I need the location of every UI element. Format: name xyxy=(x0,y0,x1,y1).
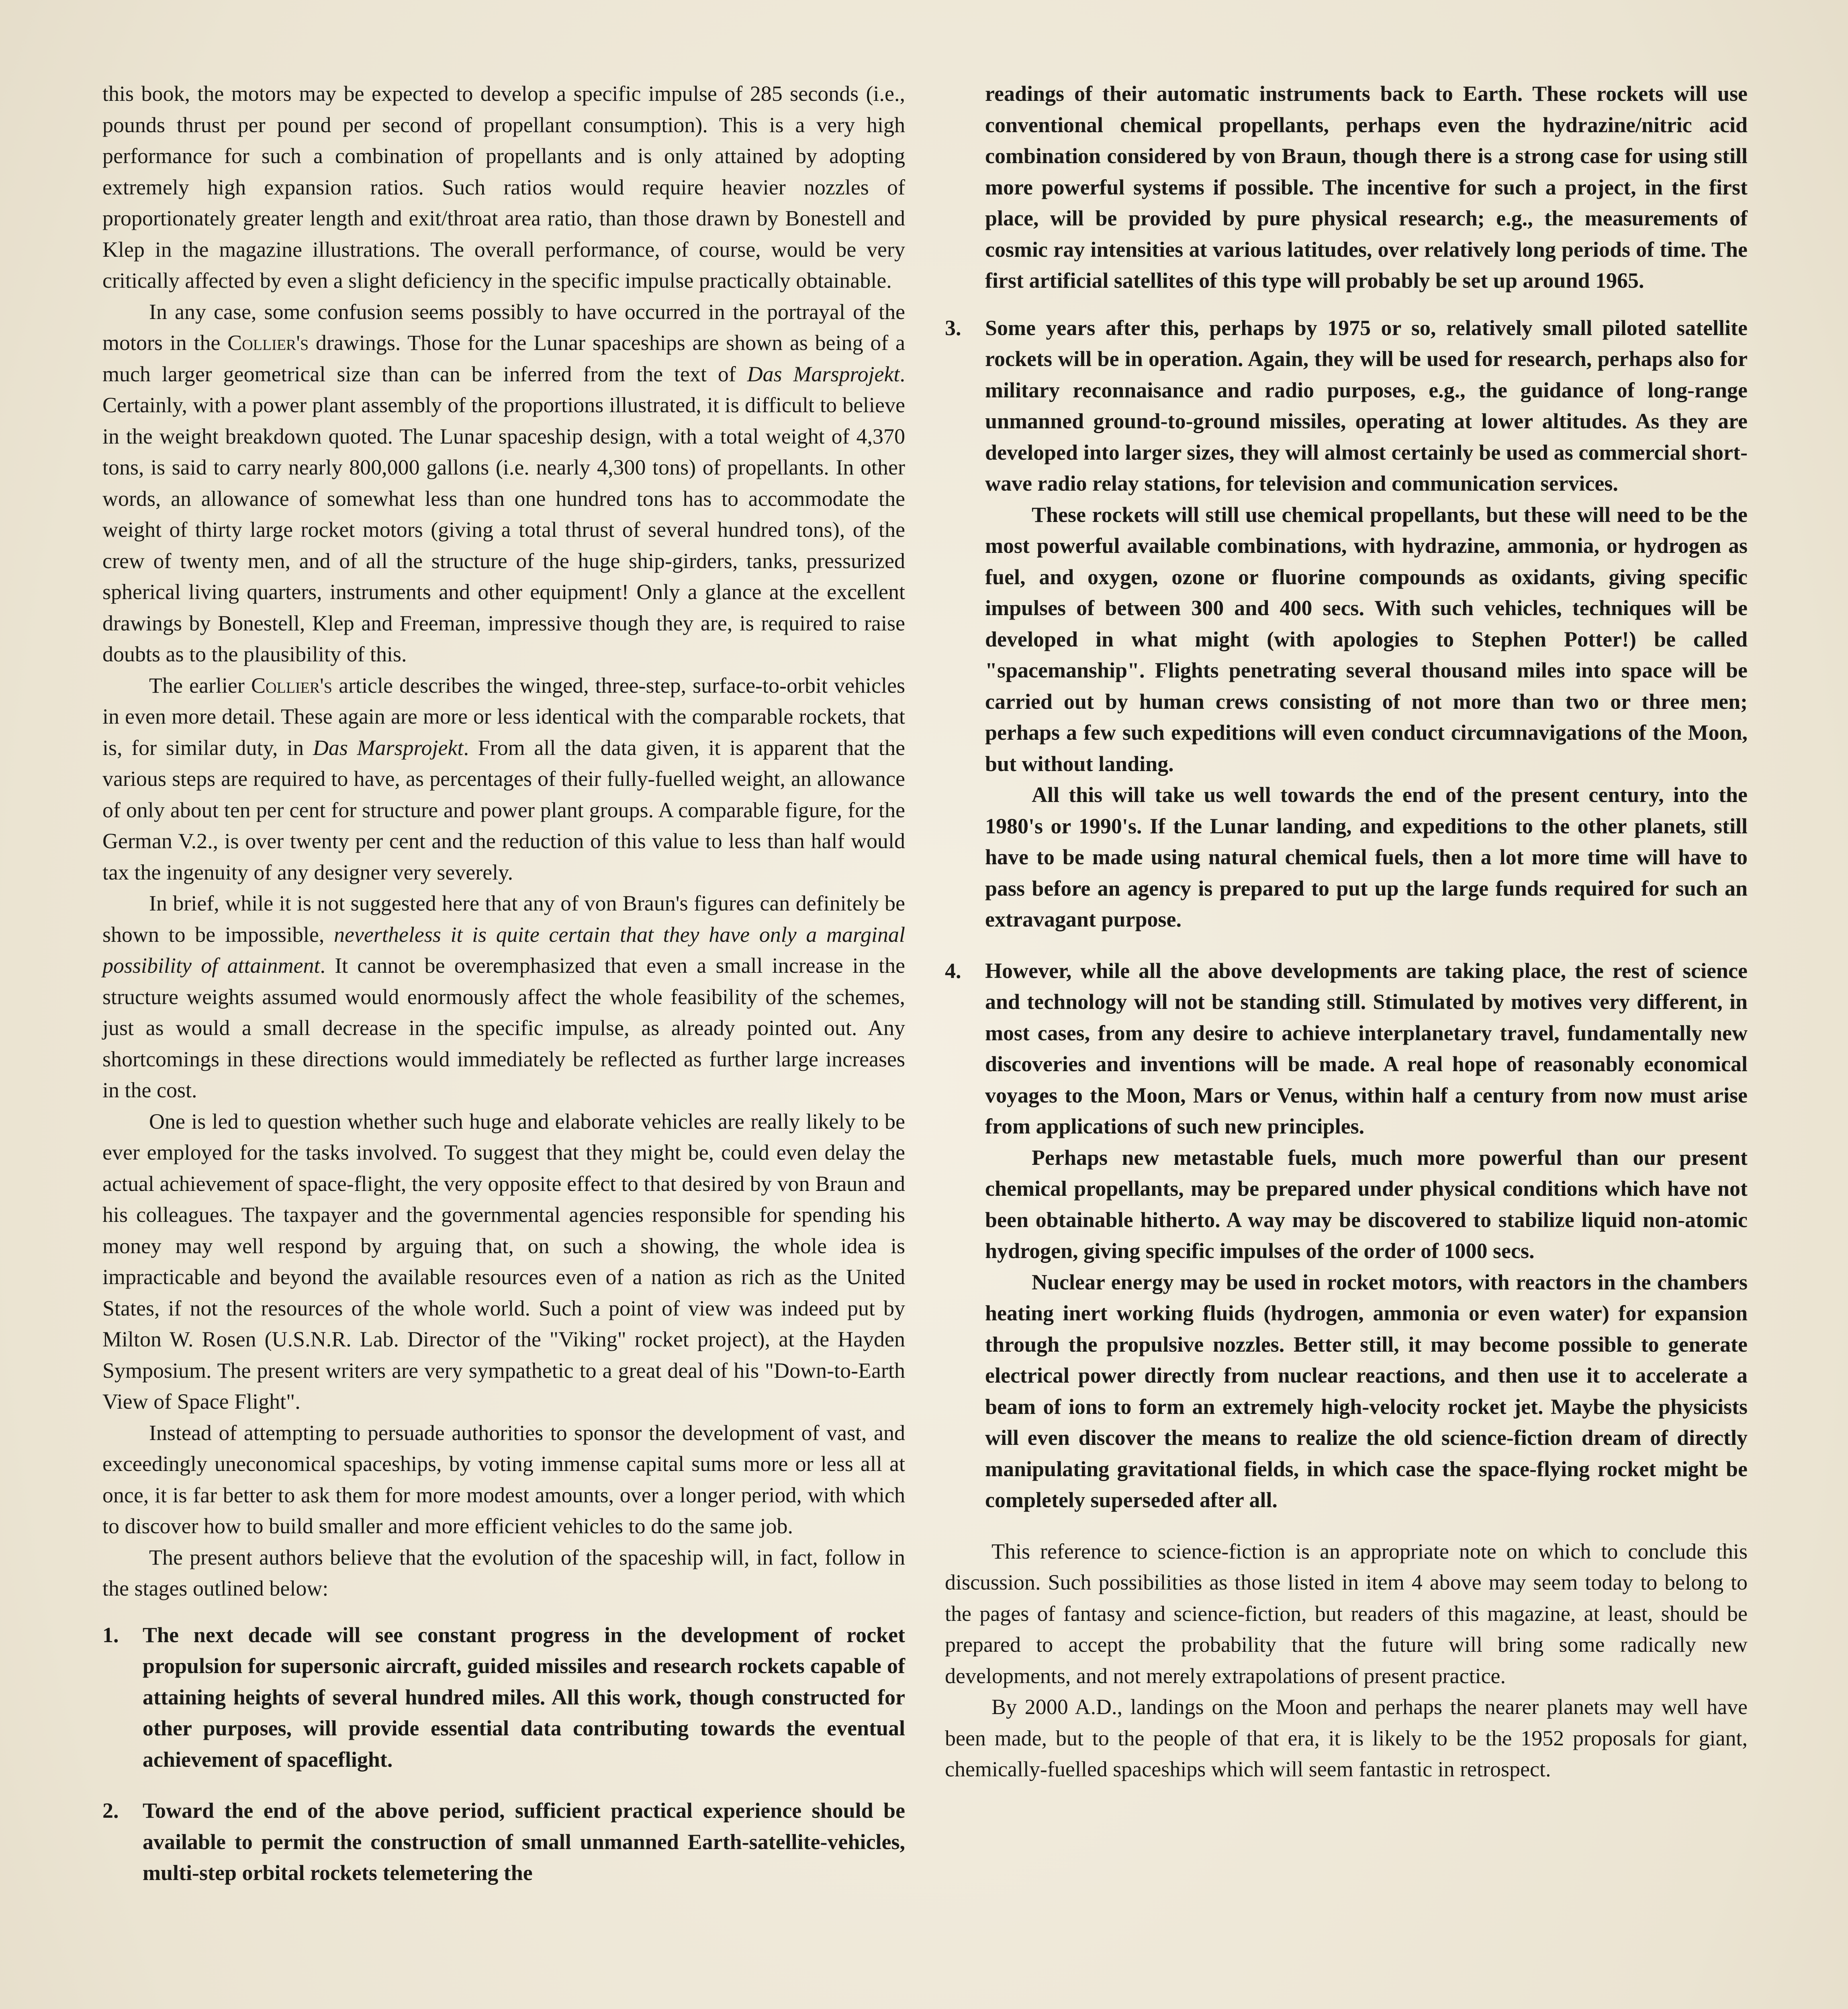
small-caps-text: Collier's xyxy=(251,673,332,698)
text-run: article describes the winged, three-step, surface-to-orbit vehicles in even more detail. These again are more or less identical with the comparable rockets, that is, for similar duty, in xyxy=(102,673,906,760)
stages-list-continued xyxy=(945,313,1748,1516)
italic-emphasis: nevertheless it is quite certain that they have only a marginal possibility of attainment xyxy=(102,922,905,978)
list-item-text: The next decade will see constant progress in the development of rocket propulsion for supersonic aircraft, guided missiles and research rockets capable of attaining heights of several hundred miles. All this work, though constructed for other purposes, will provide essential data contributing towards the eventual achievement of spaceflight. xyxy=(143,1622,905,1772)
text-run: . From all the data given, it is apparent that the various steps are required to have, as percentages of their fully-fuelled weight, an allowance of only about ten per cent for structure and power plant groups. A comparable figure, for the German V.2., is over twenty per cent and the reduction of this value to less than half would tax the ingenuity of any designer very severely. xyxy=(102,735,905,884)
list-item xyxy=(945,955,1748,1516)
list-item-text: Some years after this, perhaps by 1975 or so, relatively small piloted satellite rockets will be in operation. Again, they will be used for research, perhaps also for military reconnaisance and radio purposes, e.g., the guidance of long-range unmanned ground-to-ground missiles, operating at lower altitudes. As they are developed into larger sizes, they will almost certainly be used as commercial short-wave radio relay stations, for television and communication services. xyxy=(985,315,1748,495)
list-continuation xyxy=(945,78,1748,1516)
list-number: 1. xyxy=(102,1622,119,1647)
small-caps-text: Collier's xyxy=(227,331,309,355)
list-item-text: readings of their automatic instruments back to Earth. These rockets will use conventional chemical propellants, perhaps even the hydrazine/nitric acid combination considered by von Braun, though there is a strong case for using still more powerful systems if possible. The incentive for such a project, in the first place, will be provided by pure physical research; e.g., the measurements of cosmic ray intensities at various latitudes, over relatively long periods of time. The first artificial satellites of this type will probably be set up around 1965. xyxy=(985,82,1748,293)
text-run: . It cannot be overemphasized that even a small increase in the structure weights assumed would enormously affect the whole feasibility of the schemes, just as would a small decrease in the specific impulse, as already pointed out. Any shortcomings in these directions would immediately be reflected as further large increases in the cost. xyxy=(102,953,905,1102)
paragraph: By 2000 A.D., landings on the Moon and perhaps the nearer planets may well have been made, but to the people of that era, it is likely to be the 1952 proposals for giant, chemically-fuelled spaceships which will seem fantastic in retrospect. xyxy=(945,1695,1748,1781)
italic-title: Das Marsprojekt xyxy=(313,735,464,760)
list-item xyxy=(945,313,1748,935)
right-column xyxy=(945,78,1748,1785)
italic-title: Das Marsprojekt xyxy=(747,362,900,386)
list-item xyxy=(102,1795,905,1889)
list-item-text: Nuclear energy may be used in rocket motors, with reactors in the chambers heating inert working fluids (hydrogen, ammonia or even water) for expansion through the propulsive nozzles. Better still, it may become possible to generate electrical power directly from nuclear reactions, and then use it to accelerate a beam of ions to form an extremely high-velocity rocket jet. Maybe the physicists will even discover the means to realize the old science-fiction dream of directly manipulating gravitational fields, in which case the space-flying rocket might be completely superseded after all. xyxy=(985,1270,1748,1512)
paragraph: The present authors believe that the evolution of the spaceship will, in fact, follow in the stages outlined below: xyxy=(102,1545,905,1600)
list-number: 2. xyxy=(102,1798,119,1823)
text-run: In brief, while it is not suggested here that any of von Braun's figures can definitely be shown to be impossible, xyxy=(102,891,905,947)
paragraph xyxy=(102,297,905,670)
paragraph: Instead of attempting to persuade authorities to sponsor the development of vast, and exceedingly uneconomical spaceships, by voting immense capital sums more or less all at once, it is far better to ask them for more modest amounts, over a longer period, with which to discover how to build smaller and more efficient vehicles to do the same job. xyxy=(102,1420,905,1538)
stages-list xyxy=(102,1620,905,1889)
list-item-text: However, while all the above developments are taking place, the rest of science and technology will not be standing still. Stimulated by motives very different, in most cases, from any desire to achieve interplanetary travel, fundamentally new discoveries and inventions will be made. A real hope of reasonably economical voyages to the Moon, Mars or Venus, within half a century from now must arise from applications of such new principles. xyxy=(985,958,1748,1138)
text-run: The earlier xyxy=(149,673,251,698)
list-item-text: All this will take us well towards the end of the present century, into the 1980's or 1990's. If the Lunar landing, and expeditions to the other planets, still have to be made using natural chemical fuels, then a lot more time will have to pass before an agency is prepared to put up the large funds required for such an extravagant purpose. xyxy=(985,783,1748,931)
text-run: In any case, some confusion seems possibly to have occurred in the portrayal of the motors in the xyxy=(102,299,905,355)
list-number: 3. xyxy=(945,315,961,340)
list-item-text: These rockets will still use chemical propellants, but these will need to be the most powerful available combinations, with hydrazine, ammonia, or hydrogen as fuel, and oxygen, ozone or fluorine compounds as oxidants, giving specific impulses of between 300 and 400 secs. With such vehicles, techniques will be developed in what might (with apologies to Stephen Potter!) be called "spacemanship". Flights penetrating several thousand miles into space will be carried out by human crews consisting of not more than two or three men; perhaps a few such expeditions will even conduct circumnavigations of the Moon, but without landing. xyxy=(985,502,1748,776)
list-item-text: Toward the end of the above period, sufficient practical experience should be available to permit the construction of small unmanned Earth-satellite-vehicles, multi-step orbital rockets telemetering the xyxy=(143,1798,905,1885)
paragraph: One is led to question whether such huge and elaborate vehicles are really likely to be ever employed for the tasks involved. To suggest that they might be, could even delay the actual achievement of space-flight, the very opposite effect to that desired by von Braun and his colleagues. The taxpayer and the governmental agencies responsible for spending his money may well respond by arguing that, on such a showing, the whole idea is impracticable and beyond the available resources even of a nation as rich as the United States, if not the resources of the whole world. Such a point of view was indeed put by Milton W. Rosen (U.S.N.R. Lab. Director of the "Viking" rocket project), at the Hayden Symposium. The present writers are very sympathetic to a great deal of his "Down-to-Earth View of Space Flight". xyxy=(102,1109,905,1414)
text-run: . Certainly, with a power plant assembly of the proportions illustrated, it is difficult to believe in the weight breakdown quoted. The Lunar spaceship design, with a total weight of 4,370 tons, is said to carry nearly 800,000 gallons (i.e. nearly 4,300 tons) of propellants. In other words, an allowance of somewhat less than one hundred tons has to accommodate the weight of thirty large rocket motors (giving a total thrust of several hundred tons), of the crew of twenty men, and of all the structure of the huge ship-girders, tanks, pressurized spherical living quarters, instruments and other equipment! Only a glance at the excellent drawings by Bonestell, Klep and Freeman, impressive though they are, is required to raise doubts as to the plausibility of this. xyxy=(102,362,905,666)
list-item xyxy=(102,1620,905,1776)
list-number: 4. xyxy=(945,958,961,983)
paragraph xyxy=(102,670,905,888)
paragraph: this book, the motors may be expected to develop a specific impulse of 285 seconds (i.e., pounds thrust per pound per second of propellant consumption). This is a very high performance for such a combination of propellants and is only attained by adopting extremely high expansion ratios. Such ratios would require heavier nozzles of proportionately greater length and exit/throat area ratio, than those drawn by Bonestell and Klep in the magazine illustrations. The overall performance, of course, would be very critically affected by even a slight deficiency in the specific impulse practically obtainable. xyxy=(102,82,905,293)
left-column xyxy=(102,78,905,1909)
list-item-text: Perhaps new metastable fuels, much more powerful than our present chemical propellants, may be prepared under physical conditions which have not been obtainable hitherto. A way may be discovered to stabilize liquid non-atomic hydrogen, giving specific impulses of the order of 1000 secs. xyxy=(985,1145,1748,1263)
paragraph xyxy=(102,888,905,1106)
text-run: drawings. Those for the Lunar spaceships are shown as being of a much larger geometrical size than can be inferred from the text of xyxy=(102,331,905,386)
paragraph: This reference to science-fiction is an appropriate note on which to conclude this discussion. Such possibilities as those listed in item 4 above may seem today to belong to the pages of fantasy and science-fiction, but readers of this magazine, at least, should be prepared to accept the probability that the future will bring some radically new developments, and not merely extrapolations of present practice. xyxy=(945,1539,1748,1688)
